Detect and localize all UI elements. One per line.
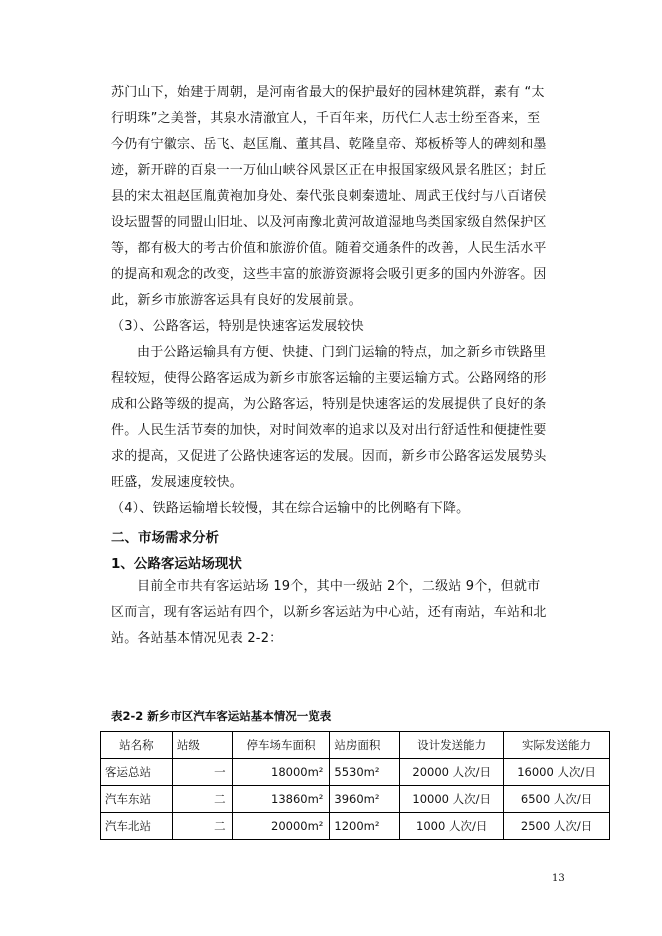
text-line: 成和公路等级的提高，为公路客运，特别是快速客运的发展提供了良好的条 <box>111 397 547 412</box>
text-line: （4）、铁路运输增长较慢，其在综合运输中的比例略有下降。 <box>111 501 470 516</box>
table-header-row <box>101 732 610 759</box>
table-cell: 20000 人次/日 <box>400 759 504 786</box>
table-cell: 客运总站 <box>101 759 173 786</box>
table-cell: 1200m² <box>330 813 400 840</box>
column-header: 设计发送能力 <box>400 732 504 759</box>
table-cell: 6500 人次/日 <box>504 786 610 813</box>
table-row <box>101 759 610 786</box>
column-header: 停车场车面积 <box>232 732 330 759</box>
table-cell: 二 <box>172 786 232 813</box>
subsection-heading: 1、公路客运站场现状 <box>111 556 242 572</box>
column-header: 站名称 <box>101 732 173 759</box>
table-row <box>101 786 610 813</box>
text-line: 站。各站基本情况见表 2-2： <box>111 631 283 646</box>
stations-table <box>100 731 610 840</box>
table-cell: 13860m² <box>232 786 330 813</box>
table-cell: 10000 人次/日 <box>400 786 504 813</box>
text-line: 行明珠”之美誉，其泉水清澈宜人，千百年来，历代仁人志士纷至沓来，至 <box>111 111 541 126</box>
text-line: 件。人民生活节奏的加快，对时间效率的追求以及对出行舒适性和便捷性要 <box>111 423 547 438</box>
table-cell: 16000 人次/日 <box>504 759 610 786</box>
column-header: 站房面积 <box>330 732 400 759</box>
table-cell: 汽车东站 <box>101 786 173 813</box>
table-cell: 汽车北站 <box>101 813 173 840</box>
list-item-4 <box>111 496 557 522</box>
paragraph-highway <box>111 340 557 496</box>
text-line: （3）、公路客运，特别是快速客运发展较快 <box>111 319 364 334</box>
paragraph-tourism <box>111 80 557 314</box>
text-line: 设坛盟誓的同盟山旧址、以及河南豫北黄河故道湿地鸟类国家级自然保护区 <box>111 215 547 230</box>
text-line: 目前全市共有客运站场 19个，其中一级站 2个，二级站 9个，但就市 <box>137 579 541 594</box>
table-cell: 1000 人次/日 <box>400 813 504 840</box>
table-cell: 5530m² <box>330 759 400 786</box>
text-line: 的提高和观念的改变，这些丰富的旅游资源将会吸引更多的国内外游客。因 <box>111 267 547 282</box>
table-caption: 表2-2 新乡市区汽车客运站基本情况一览表 <box>111 709 332 723</box>
text-line: 此，新乡市旅游客运具有良好的发展前景。 <box>111 293 362 308</box>
text-line: 迹，新开辟的百泉一一万仙山峡谷风景区正在申报国家级风景名胜区；封丘 <box>111 163 547 178</box>
table-row <box>101 813 610 840</box>
column-header: 实际发送能力 <box>504 732 610 759</box>
text-line: 区而言，现有客运站有四个，以新乡客运站为中心站，还有南站，车站和北 <box>111 605 547 620</box>
page-number: 13 <box>552 873 565 884</box>
table-cell: 一 <box>172 759 232 786</box>
table-cell: 18000m² <box>232 759 330 786</box>
list-item-3 <box>111 314 557 340</box>
table-cell: 3960m² <box>330 786 400 813</box>
paragraph-stations <box>111 574 557 652</box>
text-line: 今仍有宁徽宗、岳飞、赵匡胤、董其昌、乾隆皇帝、郑板桥等人的碑刻和墨 <box>111 137 547 152</box>
text-line: 由于公路运输具有方便、快捷、门到门运输的特点，加之新乡市铁路里 <box>137 345 547 360</box>
text-line: 旺盛，发展速度较快。 <box>111 475 244 490</box>
section-heading: 二、市场需求分析 <box>111 530 219 546</box>
table-cell: 2500 人次/日 <box>504 813 610 840</box>
text-line: 等，都有极大的考古价值和旅游价值。随着交通条件的改善，人民生活水平 <box>111 241 547 256</box>
text-line: 求的提高，又促进了公路快速客运的发展。因而，新乡市公路客运发展势头 <box>111 449 547 464</box>
table-cell: 二 <box>172 813 232 840</box>
table-cell: 20000m² <box>232 813 330 840</box>
text-line: 苏门山下，始建于周朝，是河南省最大的保护最好的园林建筑群，素有 “太 <box>111 85 545 100</box>
text-line: 程较短，使得公路客运成为新乡市旅客运输的主要运输方式。公路网络的形 <box>111 371 547 386</box>
text-line: 县的宋太祖赵匡胤黄袍加身处、秦代张良刺秦遗址、周武王伐纣与八百诸侯 <box>111 189 547 204</box>
column-header: 站级 <box>172 732 232 759</box>
